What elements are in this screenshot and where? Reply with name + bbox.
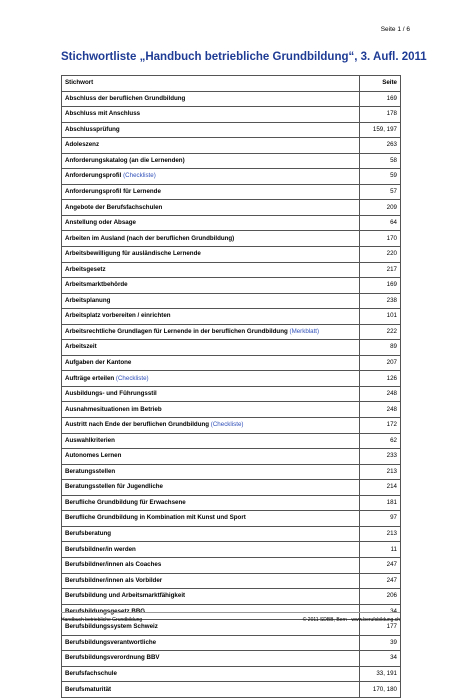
- keyword-text: Aufgaben der Kantone: [65, 359, 132, 367]
- keyword-text: Aufträge erteilen: [65, 374, 115, 382]
- table-row: [62, 309, 401, 325]
- keyword-cell: [62, 247, 360, 263]
- page-reference-cell: 59: [360, 169, 401, 185]
- table-row: [62, 449, 401, 465]
- table-row: [62, 122, 401, 138]
- keyword-cell: [62, 635, 360, 651]
- page-reference-cell: 34: [360, 604, 401, 620]
- keyword-cell: [62, 480, 360, 496]
- page-reference-cell: 89: [360, 340, 401, 356]
- page-reference-cell: 178: [360, 107, 401, 123]
- keyword-cell: [62, 91, 360, 107]
- table-row: [62, 107, 401, 123]
- keyword-cell: [62, 573, 360, 589]
- keyword-text: Ausnahmesituationen im Betrieb: [65, 405, 162, 413]
- keyword-text: Berufsbildner/innen als Vorbilder: [65, 576, 163, 584]
- table-row: [62, 589, 401, 605]
- keyword-text: Auswahlkriterien: [65, 436, 115, 444]
- keyword-cell: [62, 122, 360, 138]
- page-reference-cell: 220: [360, 247, 401, 263]
- table-row: [62, 153, 401, 169]
- keyword-cell: [62, 138, 360, 154]
- table-body: [62, 91, 401, 697]
- keyword-text: Berufliche Grundbildung in Kombination mit Kunst und Sport: [65, 514, 246, 522]
- page-reference-cell: 169: [360, 278, 401, 294]
- page-reference-cell: 207: [360, 355, 401, 371]
- keyword-note: (Checkliste): [123, 172, 156, 180]
- keyword-cell: [62, 542, 360, 558]
- page-reference-cell: 34: [360, 651, 401, 667]
- keyword-text: Adoleszenz: [65, 141, 100, 149]
- keyword-table: [61, 75, 401, 698]
- keyword-text: Austritt nach Ende der beruflichen Grundbildung: [65, 421, 210, 429]
- keyword-text: Arbeitsrechtliche Grundlagen für Lernende in der beruflichen Grundbildung: [65, 327, 288, 335]
- page-reference-cell: 170: [360, 231, 401, 247]
- keyword-text: Autonomes Lernen: [65, 452, 122, 460]
- keyword-cell: [62, 169, 360, 185]
- keyword-text: Arbeitsplatz vorbereiten / einrichten: [65, 312, 171, 320]
- page-reference-cell: 170, 180: [360, 682, 401, 698]
- page-reference-cell: 159, 197: [360, 122, 401, 138]
- table-row: [62, 418, 401, 434]
- table-row: [62, 138, 401, 154]
- keyword-cell: [62, 309, 360, 325]
- table-row: [62, 511, 401, 527]
- page-reference-cell: 213: [360, 464, 401, 480]
- keyword-text: Berufsbildner/in werden: [65, 545, 136, 553]
- keyword-text: Abschluss der beruflichen Grundbildung: [65, 94, 186, 102]
- keyword-text: Beratungsstellen: [65, 467, 116, 475]
- keyword-cell: [62, 433, 360, 449]
- page-reference-cell: 247: [360, 557, 401, 573]
- table-row: [62, 635, 401, 651]
- keyword-cell: [62, 402, 360, 418]
- table-row: [62, 573, 401, 589]
- table-row: [62, 247, 401, 263]
- keyword-cell: [62, 262, 360, 278]
- page-reference-cell: 214: [360, 480, 401, 496]
- keyword-text: Arbeiten im Ausland (nach der beruflichen Grundbildung): [65, 234, 235, 242]
- table-row: [62, 651, 401, 667]
- keyword-text: Anforderungsprofil für Lernende: [65, 188, 161, 195]
- table-row: [62, 293, 401, 309]
- page-reference-cell: 181: [360, 495, 401, 511]
- page-reference-cell: 233: [360, 449, 401, 465]
- table-row: [62, 340, 401, 356]
- table-row: [62, 495, 401, 511]
- keyword-text: Arbeitszeit: [65, 343, 97, 351]
- keyword-cell: [62, 324, 360, 340]
- page-reference-cell: 33, 191: [360, 666, 401, 682]
- keyword-cell: [62, 666, 360, 682]
- keyword-text: Berufsberatung: [65, 530, 112, 538]
- page-reference-cell: 64: [360, 215, 401, 231]
- page-reference-cell: 172: [360, 418, 401, 434]
- keyword-text: Berufsfachschule: [65, 669, 117, 677]
- table-row: [62, 386, 401, 402]
- keyword-cell: [62, 682, 360, 698]
- keyword-cell: [62, 153, 360, 169]
- table-row: [62, 262, 401, 278]
- page-reference-cell: 263: [360, 138, 401, 154]
- keyword-text: Berufsmaturität: [65, 685, 112, 693]
- keyword-note: (Merkblatt): [289, 327, 320, 335]
- keyword-cell: [62, 293, 360, 309]
- page-reference-cell: 39: [360, 635, 401, 651]
- table-row: [62, 542, 401, 558]
- table-row: [62, 278, 401, 294]
- keyword-cell: [62, 464, 360, 480]
- keyword-text: Arbeitsbewilligung für ausländische Lernende: [65, 250, 201, 258]
- table-row: [62, 464, 401, 480]
- keyword-text: Abschlussprüfung: [65, 125, 120, 133]
- keyword-text: Berufsbildungsverantwortliche: [65, 638, 157, 646]
- table-row: [62, 215, 401, 231]
- table-row: [62, 402, 401, 418]
- table-row: [62, 557, 401, 573]
- table-row: [62, 526, 401, 542]
- table-row: [62, 169, 401, 185]
- table-row: [62, 231, 401, 247]
- page-reference-cell: 11: [360, 542, 401, 558]
- keyword-text: Angebote der Berufsfachschulen: [65, 203, 163, 211]
- table-row: [62, 433, 401, 449]
- footer-divider: [61, 612, 400, 613]
- page-reference-cell: 58: [360, 153, 401, 169]
- footer-book-title: Handbuch betriebliche Grundbildung: [61, 617, 143, 623]
- keyword-cell: [62, 449, 360, 465]
- table-header-row: [62, 76, 401, 92]
- keyword-text: Berufsbildungssystem Schweiz: [65, 623, 158, 631]
- keyword-cell: [62, 231, 360, 247]
- table-row: [62, 324, 401, 340]
- column-header-keyword: Stichwort: [62, 76, 360, 92]
- keyword-text: Berufliche Grundbildung für Erwachsene: [65, 498, 186, 506]
- page-reference-cell: 126: [360, 371, 401, 387]
- keyword-cell: [62, 340, 360, 356]
- page-reference-cell: 101: [360, 309, 401, 325]
- page-reference-cell: 222: [360, 324, 401, 340]
- page-reference-cell: 62: [360, 433, 401, 449]
- keyword-cell: [62, 355, 360, 371]
- keyword-text: Anforderungskatalog (an die Lernenden): [65, 156, 185, 164]
- keyword-cell: [62, 278, 360, 294]
- table-row: [62, 91, 401, 107]
- page-reference-cell: 206: [360, 589, 401, 605]
- keyword-cell: [62, 589, 360, 605]
- table-row: [62, 200, 401, 216]
- table-row: [62, 355, 401, 371]
- keyword-cell: [62, 557, 360, 573]
- keyword-cell: [62, 526, 360, 542]
- page-number: Seite 1 / 6: [380, 26, 410, 33]
- keyword-text: Arbeitsgesetz: [65, 265, 106, 273]
- keyword-cell: [62, 386, 360, 402]
- keyword-text: Ausbildungs- und Führungsstil: [65, 390, 157, 398]
- keyword-cell: [62, 511, 360, 527]
- page-reference-cell: 248: [360, 386, 401, 402]
- footer-copyright: © 2011 SDBB, Bern · www.berufsbildung.ch: [302, 617, 400, 623]
- page-reference-cell: 97: [360, 511, 401, 527]
- table-row: [62, 371, 401, 387]
- table-row: [62, 666, 401, 682]
- page-reference-cell: 57: [360, 184, 401, 200]
- keyword-text: Arbeitsmarktbehörde: [65, 281, 128, 289]
- keyword-text: Berufsbildner/innen als Coaches: [65, 561, 162, 569]
- keyword-cell: [62, 107, 360, 123]
- page-reference-cell: 169: [360, 91, 401, 107]
- keyword-text: Arbeitsplanung: [65, 296, 111, 304]
- page-reference-cell: 247: [360, 573, 401, 589]
- column-header-page: Seite: [360, 76, 401, 92]
- table-row: [62, 480, 401, 496]
- keyword-cell: [62, 371, 360, 387]
- keyword-note: (Checkliste): [210, 421, 244, 429]
- page-title: Stichwortliste „Handbuch betriebliche Grundbildung“, 3. Aufl. 2011: [61, 51, 427, 63]
- page-reference-cell: 248: [360, 402, 401, 418]
- keyword-text: Anstellung oder Absage: [65, 219, 136, 227]
- table-row: [62, 184, 401, 200]
- keyword-cell: [62, 215, 360, 231]
- keyword-note: (Checkliste): [115, 374, 149, 382]
- keyword-cell: [62, 184, 360, 200]
- keyword-text: Abschluss mit Anschluss: [65, 110, 141, 118]
- page-reference-cell: 213: [360, 526, 401, 542]
- keyword-text: Berufsbildung und Arbeitsmarktfähigkeit: [65, 592, 186, 600]
- keyword-cell: [62, 651, 360, 667]
- page-reference-cell: 177: [360, 620, 401, 636]
- page-reference-cell: 217: [360, 262, 401, 278]
- page-reference-cell: 209: [360, 200, 401, 216]
- table-row: [62, 682, 401, 698]
- keyword-text: Anforderungsprofil: [65, 172, 122, 180]
- keyword-text: Berufsbildungsgesetz BBG: [65, 607, 146, 615]
- keyword-cell: [62, 200, 360, 216]
- keyword-cell: [62, 495, 360, 511]
- keyword-text: Berufsbildungsverordnung BBV: [65, 654, 160, 662]
- keyword-cell: [62, 418, 360, 434]
- page-reference-cell: 238: [360, 293, 401, 309]
- keyword-text: Beratungsstellen für Jugendliche: [65, 483, 163, 491]
